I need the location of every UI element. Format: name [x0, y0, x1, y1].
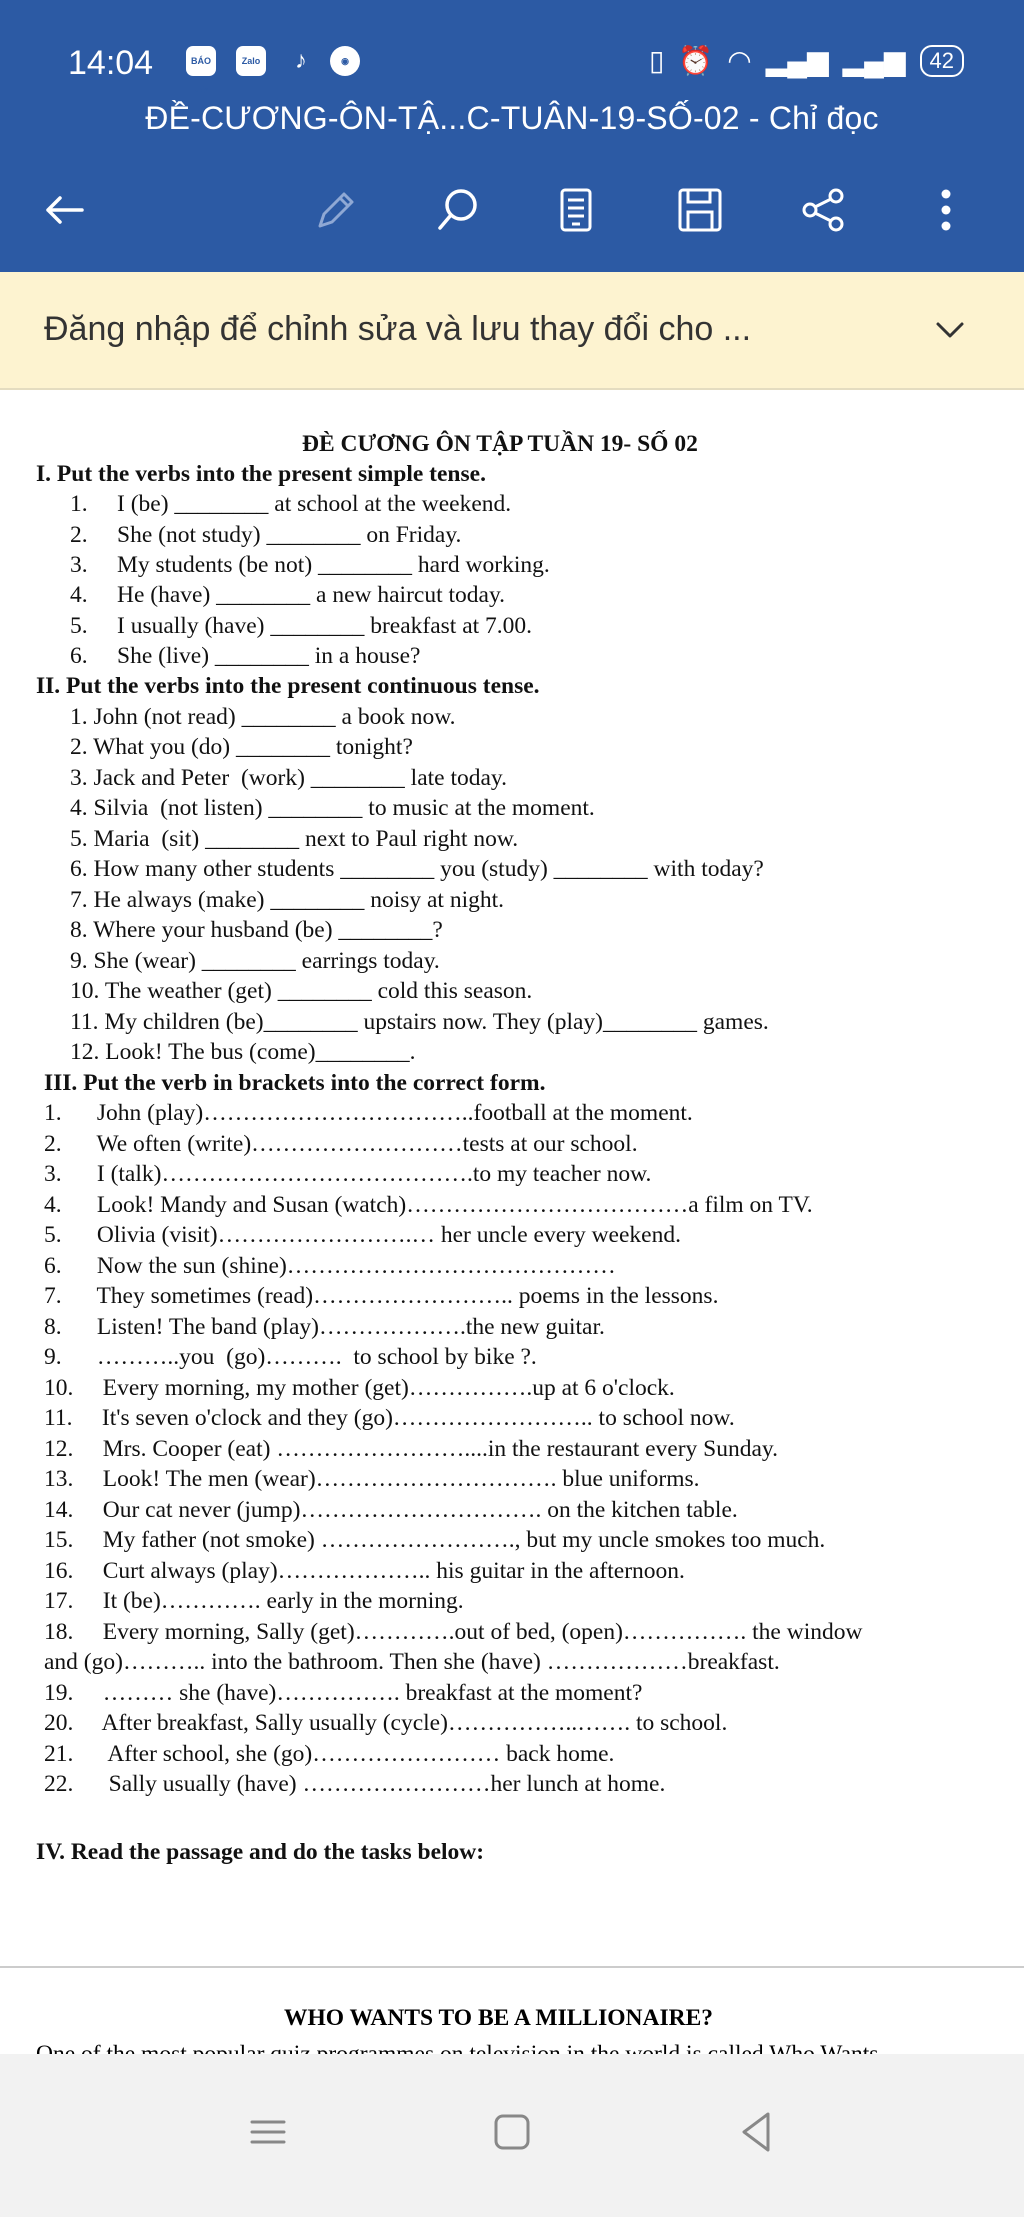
list-item: 7. He always (make) ________ noisy at night. — [70, 887, 505, 913]
android-navbar — [0, 2054, 1024, 2217]
document-page — [0, 390, 1024, 2054]
list-item: 6. She (live) ________ in a house? — [70, 643, 421, 669]
status-time: 14:04 — [68, 44, 154, 82]
list-item: 12. Mrs. Cooper (eat) ……………………....in the restaurant every Sunday. — [44, 1436, 779, 1462]
list-item: 3. I (talk)………………………………….to my teacher now. — [44, 1161, 652, 1187]
list-item: 1. John (play)……………………………..football at the moment. — [44, 1100, 693, 1126]
status-indicators — [649, 44, 964, 77]
passage-title: WHO WANTS TO BE A MILLIONAIRE? — [284, 2005, 714, 2031]
list-item: 11. My children (be)________ upstairs now. They (play)________ games. — [70, 1009, 769, 1035]
list-item: 8. Listen! The band (play)……………….the new guitar. — [44, 1314, 605, 1340]
battery-indicator: 42 — [920, 45, 964, 77]
section-3-heading: III. Put the verb in brackets into the correct form. — [44, 1070, 546, 1096]
list-item: and (go)……….. into the bathroom. Then she (have) ………………breakfast. — [44, 1649, 780, 1675]
section-2-heading: II. Put the verbs into the present continuous tense. — [36, 673, 540, 699]
list-item: 18. Every morning, Sally (get)………….out of bed, (open)……………. the window — [44, 1619, 863, 1645]
banner-text: Đăng nhập để chỉnh sửa và lưu thay đổi cho ... — [44, 310, 752, 348]
list-item: 12. Look! The bus (come)________. — [70, 1039, 416, 1065]
toolbar — [0, 170, 1024, 250]
wifi-icon: ◠ — [727, 45, 752, 76]
list-item: 4. Look! Mandy and Susan (watch)………………………………a film on TV. — [44, 1192, 813, 1218]
back-icon[interactable] — [726, 2102, 786, 2162]
list-item: 2. We often (write)………………………tests at our school. — [44, 1131, 638, 1157]
list-item: 19. ……… she (have)……………. breakfast at the moment? — [44, 1680, 643, 1706]
list-item: 5. Olivia (visit)…………………….… her uncle every weekend. — [44, 1222, 681, 1248]
reading-view-icon[interactable] — [548, 182, 604, 238]
page-separator — [0, 1966, 1024, 1968]
list-item: 16. Curt always (play)……………….. his guitar in the afternoon. — [44, 1558, 685, 1584]
signal-icon: ▂▄▆ — [765, 45, 829, 76]
list-item: 15. My father (not smoke) ……………………., but my uncle smokes too much. — [44, 1527, 826, 1553]
document-title: ĐỀ-CƯƠNG-ÔN-TẬ...C-TUÂN-19-SỐ-02 - Chỉ đọc — [145, 100, 879, 136]
save-icon[interactable] — [672, 182, 728, 238]
section-1-heading: I. Put the verbs into the present simple tense. — [36, 461, 486, 487]
zalo-app-icon: Zalo — [236, 46, 266, 76]
list-item: 4. He (have) ________ a new haircut today. — [70, 582, 506, 608]
list-item: 1. John (not read) ________ a book now. — [70, 704, 456, 730]
list-item: 1. I (be) ________ at school at the weekend. — [70, 491, 512, 517]
list-item: 17. It (be)…………. early in the morning. — [44, 1588, 464, 1614]
app-header — [0, 0, 1024, 272]
tiktok-icon: ♪ — [295, 47, 307, 74]
recents-icon[interactable] — [238, 2102, 298, 2162]
alarm-icon: ⏰ — [678, 45, 714, 76]
list-item: 8. Where your husband (be) ________? — [70, 917, 443, 943]
back-arrow-icon[interactable] — [36, 182, 92, 238]
list-item: 11. It's seven o'clock and they (go)…………………….. to school now. — [44, 1405, 735, 1431]
list-item: 3. My students (be not) ________ hard working. — [70, 552, 550, 578]
list-item: 13. Look! The men (wear)…………………………. blue uniforms. — [44, 1466, 700, 1492]
more-icon[interactable] — [918, 182, 974, 238]
list-item: 5. I usually (have) ________ breakfast at 7.00. — [70, 613, 533, 639]
list-item: 5. Maria (sit) ________ next to Paul right now. — [70, 826, 519, 852]
share-icon[interactable] — [796, 182, 852, 238]
list-item: 9. She (wear) ________ earrings today. — [70, 948, 440, 974]
home-icon[interactable] — [482, 2102, 542, 2162]
list-item: 22. Sally usually (have) ……………………her lunch at home. — [44, 1771, 666, 1797]
doc-heading: ĐÈ CƯƠNG ÔN TẬP TUẦN 19- SỐ 02 — [302, 431, 698, 457]
list-item: 2. What you (do) ________ tonight? — [70, 734, 413, 760]
list-item: 10. Every morning, my mother (get)…………….up at 6 o'clock. — [44, 1375, 675, 1401]
vibrate-icon: ▯ — [648, 45, 665, 76]
pencil-icon[interactable] — [306, 182, 362, 238]
list-item: 6. Now the sun (shine)…………………………………… — [44, 1253, 616, 1279]
section-4-heading: IV. Read the passage and do the tasks below: — [36, 1839, 485, 1865]
list-item: 10. The weather (get) ________ cold this season. — [70, 978, 533, 1004]
chrome-icon: ◉ — [330, 46, 360, 76]
list-item: 20. After breakfast, Sally usually (cycle)……………..……. to school. — [44, 1710, 728, 1736]
signal-icon-2: ▂▄▆ — [842, 45, 906, 76]
list-item: 7. They sometimes (read)…………………….. poems in the lessons. — [44, 1283, 719, 1309]
baomoi-app-icon: BÁO MỚI — [186, 46, 216, 76]
list-item: 2. She (not study) ________ on Friday. — [70, 522, 462, 548]
list-item: 6. How many other students ________ you (study) ________ with today? — [70, 856, 764, 882]
sign-in-banner[interactable] — [0, 272, 1024, 390]
list-item: 4. Silvia (not listen) ________ to music at the moment. — [70, 795, 595, 821]
list-item: 3. Jack and Peter (work) ________ late today. — [70, 765, 508, 791]
list-item: 14. Our cat never (jump)…………………………. on the kitchen table. — [44, 1497, 738, 1523]
list-item: 9. ………..you (go)………. to school by bike ?. — [44, 1344, 537, 1370]
list-item: 21. After school, she (go)…………………… back home. — [44, 1741, 615, 1767]
search-icon[interactable] — [430, 182, 486, 238]
chevron-down-icon[interactable] — [932, 312, 968, 348]
